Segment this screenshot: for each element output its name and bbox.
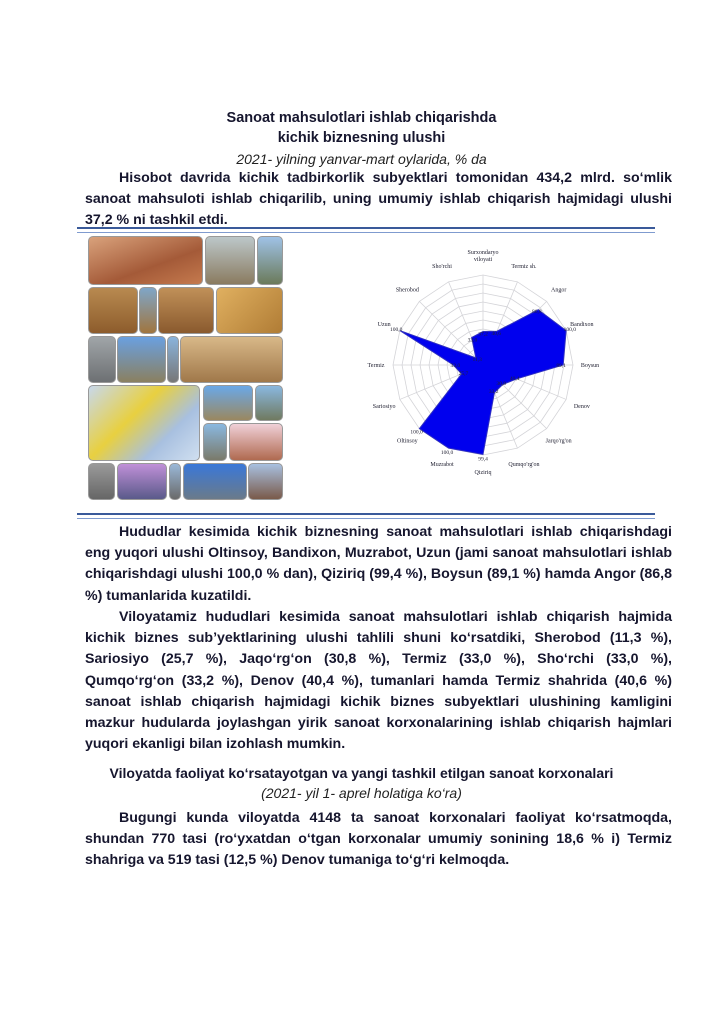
- value-label: 25,7: [458, 371, 469, 378]
- photo-mine-2: [158, 287, 214, 334]
- photo-open-pit: [216, 287, 283, 334]
- axis-label: Boysun: [580, 363, 600, 369]
- photo-factory-robots: [88, 385, 200, 461]
- paragraph-lowest-share: Viloyatamiz hududlari kesimida sanoat mahsulotlari ishlab chiqarish hajmida kichik biznes sub’yektlarining ulushi tahlili shuni ko‘rsatdiki, Sherobod (11,3 %), Sariosiyo (25,7 %), Jaqo‘rg‘on (30,8 %), Termiz (33,0 %), Sho‘rchi (33,0 %), Qumqo‘rg‘on (33,2 %), Denov (40,4 %), tumanlari hamda Termiz shahrida (40,6 %) sanoat ishlab chiqarish hajmidagi kichik biznes subyektlari ulushining kamligini mazkur hudularda joylashgan yirik sanoat korxonalarining ishlab chiqarish hajmlari yuqori ekanligi bilan izohlash mumkin.: [85, 609, 672, 753]
- page-subtitle: 2021- yilning yanvar-mart oylarida, % da: [236, 151, 487, 167]
- section2-title: Viloyatda faoliyat ko‘rsatayotgan va yangi tashkil etilgan sanoat korxonalari: [109, 765, 614, 781]
- axis-label: Muzrabot: [430, 461, 454, 468]
- axis-label: Oltinsoy: [397, 438, 418, 445]
- value-label: 11,3: [472, 357, 482, 364]
- axis-label: Surxondaryo viloyati: [467, 250, 499, 263]
- value-label: 40,6: [491, 331, 502, 338]
- axis-label: Sherobod: [395, 287, 419, 294]
- page-title-line1: Sanoat mahsulotlari ishlab chiqarishda: [226, 110, 497, 126]
- axis-label: Bandixon: [570, 322, 594, 329]
- value-label: 37,2: [478, 331, 488, 338]
- photo-quarry: [205, 236, 255, 285]
- axis-label: Qiziriq: [474, 470, 492, 476]
- axis-label: Denov: [573, 403, 590, 410]
- photo-drill-2: [167, 336, 179, 383]
- industry-photo-collage: [88, 235, 283, 501]
- photo-tower: [169, 463, 181, 500]
- photo-refinery-dusk: [229, 423, 283, 461]
- paragraph-highest-share: Hududlar kesimida kichik biznesning sanoat mahsulotlari ishlab chiqarishdagi eng yuqori ulushi Oltinsoy, Bandixon, Muzrabot, Uzun (jami sanoat mahsulotlari ishlab chiqarishdagi ulushi 100,0 % dan), Qiziriq (99,4 %), Boysun (89,1 %) hamda Angor (86,8 %) tumanlarida kuzatildi.: [85, 524, 672, 604]
- radar-chart-svg: [340, 235, 630, 495]
- section2-paragraph: Bugungi kunda viloyatda 4148 ta sanoat korxonalari faoliyat ko‘rsatmoqda, shundan 770 tasi (ro‘yxatdan o‘tgan korxonalar umumiy sonining 18,6 % i) Termiz shahriga va 519 tasi (12,5 %) Denov tumaniga to‘g‘ri kelmoqda.: [85, 810, 672, 869]
- photo-mine-1: [88, 287, 138, 334]
- section2-subtitle: (2021- yil 1- aprel holatiga ko‘ra): [261, 785, 462, 801]
- separator-top: [77, 227, 655, 233]
- intro-paragraph: Hisobot davrida kichik tadbirkorlik subyektlari tomonidan 434,2 mlrd. so‘mlik sanoat mahsuloti ishlab chiqarilib, uning umumiy ishlab chiqarish hajmidagi ulushi 37,2 % ni tashkil etdi.: [85, 170, 672, 229]
- photo-drill: [257, 236, 283, 285]
- axis-label: Sho'rchi: [432, 264, 452, 271]
- value-label: 33,2: [488, 388, 499, 395]
- photo-plant-blue: [183, 463, 247, 500]
- value-label: 100,0: [410, 429, 423, 436]
- photo-rig: [139, 287, 157, 334]
- value-label: 99,4: [478, 456, 488, 463]
- axis-label: Termiz: [367, 363, 385, 369]
- value-label: 89,1: [556, 363, 567, 369]
- axis-label: Qumqo'rg'on: [508, 461, 540, 468]
- axis-label: Uzun: [377, 322, 391, 329]
- photo-plant-1: [203, 385, 253, 421]
- axis-label: Sariosiyo: [372, 403, 396, 410]
- value-label: 86,8: [532, 309, 542, 316]
- photo-excavator: [117, 336, 166, 383]
- value-label: 33,0: [467, 337, 478, 344]
- photo-refinery-purple: [117, 463, 167, 500]
- photo-plant-3: [203, 423, 227, 461]
- value-label: 100,0: [440, 449, 454, 456]
- axis-label: Termiz sh.: [511, 264, 537, 271]
- value-label: 100,0: [389, 327, 403, 334]
- photo-rock-2: [88, 463, 115, 500]
- photo-quarry-trucks: [180, 336, 283, 383]
- photo-refinery-2: [248, 463, 283, 500]
- value-label: 40,4: [509, 376, 520, 383]
- axis-label: Angor: [550, 287, 567, 294]
- page-title-line2: kichik biznesning ulushi: [277, 130, 446, 146]
- radar-chart: [340, 235, 630, 495]
- photo-plant-2: [255, 385, 283, 421]
- value-label: 33,0: [450, 363, 461, 369]
- value-label: 30,8: [496, 381, 506, 388]
- value-label: 100,0: [563, 327, 577, 334]
- photo-mining-truck: [88, 236, 203, 285]
- axis-label: Jarqo'rg'on: [545, 438, 572, 445]
- separator-bottom: [77, 513, 655, 519]
- photo-rock: [88, 336, 116, 383]
